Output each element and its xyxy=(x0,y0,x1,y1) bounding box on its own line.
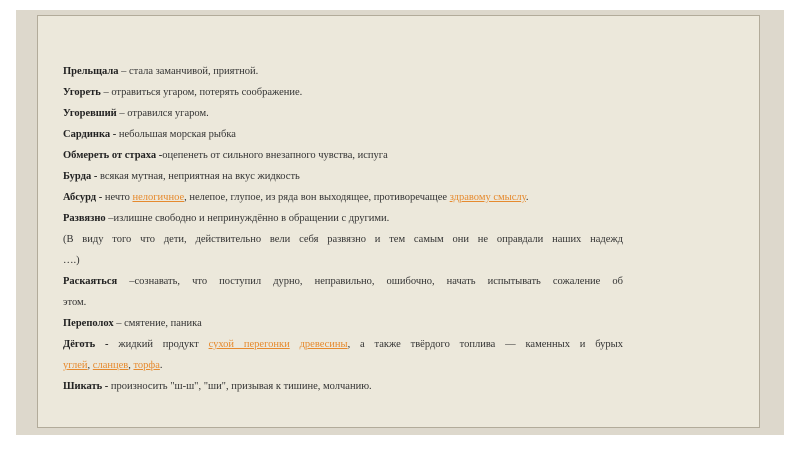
entry-shikat xyxy=(63,376,623,397)
example-line: ….) xyxy=(63,255,80,266)
definition-part xyxy=(290,339,300,350)
definition-part: . xyxy=(525,192,529,203)
link-slantsev[interactable]: сланцев xyxy=(92,360,129,371)
definition-part: , нелепое, глупое, из ряда вон выходящее, противоречащее xyxy=(184,192,450,203)
entry-burda xyxy=(63,166,623,187)
entry-absurd xyxy=(63,187,623,208)
definition: произносить "ш-ш", "ши", призывая к тишине, молчанию. xyxy=(108,381,372,392)
entry-raskayatsya xyxy=(63,271,623,292)
term: Переполох xyxy=(63,318,114,329)
definition: небольшая морская рыбка xyxy=(116,129,236,140)
definition-part: нечто xyxy=(102,192,133,203)
entry-ugorevshiy xyxy=(63,103,623,124)
entry-perepoloh xyxy=(63,313,623,334)
entry-sardinka xyxy=(63,124,623,145)
definition: – отравиться угаром, потерять соображение. xyxy=(100,87,303,98)
example-line: (В виду того что дети, действительно вели себя развязно и тем самым они не оправдали наших надежд xyxy=(63,234,623,245)
separator: , xyxy=(128,360,134,371)
term: Обмереть от страха - xyxy=(63,150,163,161)
definition-continuation: этом. xyxy=(63,297,87,308)
definition-continuation xyxy=(63,355,623,376)
entry-obmeret xyxy=(63,145,623,166)
link-sukhoy-peregonki[interactable]: сухой перегонки xyxy=(208,339,290,350)
term: Сардинка - xyxy=(63,129,117,140)
term: Бурда - xyxy=(63,171,98,182)
definition: –излишне свободно и непринуждённо в обращении с другими. xyxy=(105,213,390,224)
definition: – смятение, паника xyxy=(113,318,202,329)
vocabulary-list xyxy=(63,61,623,397)
definition: – отравился угаром. xyxy=(116,108,209,119)
slide xyxy=(37,15,760,428)
definition-part: , а также твёрдого топлива — каменных и бурых xyxy=(347,339,623,350)
term: Шикать - xyxy=(63,381,109,392)
term: Развязно xyxy=(63,213,106,224)
link-nelogichnoe[interactable]: нелогичное xyxy=(132,192,185,203)
link-torfa[interactable]: торфа xyxy=(133,360,160,371)
term: Прельщала xyxy=(63,66,119,77)
link-drevesiny[interactable]: древесины xyxy=(299,339,348,350)
slide-frame xyxy=(16,10,784,435)
definition-part: жидкий продукт xyxy=(108,339,209,350)
term: Угореть xyxy=(63,87,101,98)
term: Дёготь - xyxy=(63,339,109,350)
definition: оцепенеть от сильного внезапного чувства, испуга xyxy=(162,150,388,161)
term: Раскаяться xyxy=(63,276,118,287)
definition: –сознавать, что поступил дурно, неправильно, ошибочно, начать испытывать сожаление об xyxy=(117,276,623,287)
link-zdravomu-smyslu[interactable]: здравому смыслу xyxy=(449,192,526,203)
definition: всякая мутная, неприятная на вкус жидкость xyxy=(97,171,300,182)
term: Угоревший xyxy=(63,108,117,119)
entry-degot xyxy=(63,334,623,355)
separator: . xyxy=(159,360,163,371)
entry-razvyazno xyxy=(63,208,623,229)
definition: – стала заманчивой, приятной. xyxy=(118,66,259,77)
link-ugley[interactable]: углей xyxy=(63,360,88,371)
entry-prelshchala xyxy=(63,61,623,82)
term: Абсурд - xyxy=(63,192,103,203)
entry-ugoret xyxy=(63,82,623,103)
separator: , xyxy=(87,360,93,371)
